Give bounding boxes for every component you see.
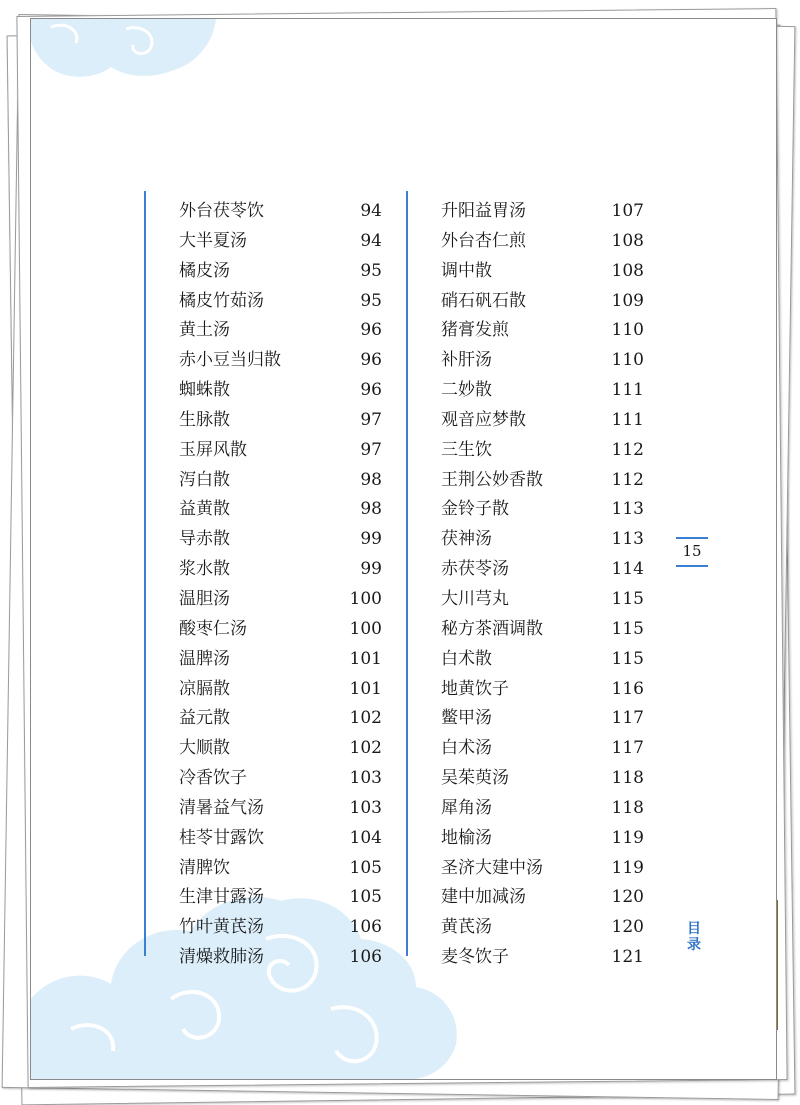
toc-entry-title: 调中散: [441, 260, 492, 281]
toc-entry[interactable]: [441, 794, 644, 824]
toc-entry-page: 117: [611, 708, 644, 729]
page-number-text: 15: [682, 542, 702, 560]
toc-entry[interactable]: [441, 645, 644, 675]
toc-entry-title: 生脉散: [179, 409, 230, 430]
toc-entry-title: 赤茯苓汤: [441, 559, 509, 580]
toc-entry-page: 99: [360, 559, 382, 580]
toc-entry[interactable]: [179, 466, 382, 496]
toc-entry-title: 升阳益胃汤: [441, 201, 526, 221]
toc-entry-page: 121: [611, 947, 644, 968]
toc-entry-title: 酸枣仁汤: [179, 618, 247, 639]
toc-entry[interactable]: [441, 316, 644, 346]
toc-entry-title: 益黄散: [179, 499, 230, 520]
cloud-top-left: [31, 19, 231, 94]
toc-entry-title: 外台杏仁煎: [441, 230, 526, 251]
toc-entry-page: 96: [360, 380, 382, 401]
toc-entry[interactable]: [441, 585, 644, 615]
toc-entry-page: 106: [349, 947, 382, 968]
toc-entry[interactable]: [441, 615, 644, 645]
toc-entry[interactable]: [441, 913, 644, 943]
toc-entry-page: 115: [611, 618, 644, 639]
toc-entry[interactable]: [179, 704, 382, 734]
toc-entry-page: 112: [611, 469, 644, 490]
toc-entry-page: 118: [611, 797, 644, 818]
toc-entry-page: 119: [611, 857, 644, 878]
toc-entry-page: 99: [360, 529, 382, 550]
toc-entry[interactable]: [179, 615, 382, 645]
toc-entry[interactable]: [441, 257, 644, 287]
toc-entry[interactable]: [179, 645, 382, 675]
toc-entry-page: 97: [360, 439, 382, 460]
toc-entry[interactable]: [441, 734, 644, 764]
toc-entry-title: 圣济大建中汤: [441, 857, 543, 878]
toc-entry[interactable]: [179, 287, 382, 317]
toc-entry-title: 麦冬饮子: [441, 947, 509, 968]
toc-entry-title: 清暑益气汤: [179, 797, 264, 818]
toc-entry-page: 110: [611, 320, 644, 341]
toc-entry-title: 赤小豆当归散: [179, 350, 281, 371]
toc-entry-title: 地榆汤: [441, 827, 492, 848]
left-column-rule: [144, 191, 146, 956]
toc-entry-page: 112: [611, 439, 644, 460]
toc-entry[interactable]: [179, 257, 382, 287]
toc-entry-page: 102: [349, 708, 382, 729]
toc-entry-title: 浆水散: [179, 559, 230, 580]
toc-entry-page: 114: [611, 559, 644, 580]
toc-entry-page: 109: [611, 290, 644, 311]
toc-entry-title: 王荆公妙香散: [441, 469, 543, 490]
toc-entry[interactable]: [441, 287, 644, 317]
toc-entry[interactable]: [179, 346, 382, 376]
toc-entry-page: 105: [349, 887, 382, 908]
toc-entry[interactable]: [441, 854, 644, 884]
toc-entry[interactable]: [179, 316, 382, 346]
toc-entry[interactable]: [441, 555, 644, 585]
toc-entry-title: 观音应梦散: [441, 409, 526, 430]
toc-entry[interactable]: [179, 675, 382, 705]
section-label-toc: 目录: [687, 921, 701, 953]
toc-entry-title: 竹叶黄芪汤: [179, 917, 264, 938]
toc-entry[interactable]: [441, 227, 644, 257]
toc-entry-page: 103: [349, 797, 382, 818]
toc-entry-title: 建中加减汤: [441, 887, 526, 908]
toc-entry[interactable]: [441, 197, 644, 227]
toc-entry[interactable]: [179, 824, 382, 854]
toc-entry-page: 103: [349, 768, 382, 789]
toc-entry-title: 鳖甲汤: [441, 708, 492, 729]
toc-entry[interactable]: [441, 346, 644, 376]
toc-entry[interactable]: [179, 764, 382, 794]
toc-entry-title: 秘方茶酒调散: [441, 618, 543, 639]
toc-entry[interactable]: [179, 734, 382, 764]
toc-entry[interactable]: [179, 794, 382, 824]
toc-entry-title: 猪膏发煎: [441, 320, 509, 341]
toc-entry[interactable]: [441, 406, 644, 436]
toc-entry-page: 108: [611, 230, 644, 251]
toc-entry-title: 补肝汤: [441, 350, 492, 371]
toc-entry-title: 导赤散: [179, 529, 230, 550]
toc-entry-page: 95: [360, 260, 382, 281]
toc-right-column: [441, 197, 644, 973]
toc-entry-title: 地黄饮子: [441, 678, 509, 699]
toc-entry-title: 益元散: [179, 708, 230, 729]
toc-entry[interactable]: [179, 883, 382, 913]
toc-entry[interactable]: [441, 764, 644, 794]
toc-entry-page: 97: [360, 409, 382, 430]
toc-entry[interactable]: [179, 854, 382, 884]
toc-entry-title: 白术汤: [441, 738, 492, 759]
toc-entry-title: 冷香饮子: [179, 768, 247, 789]
toc-entry-page: 98: [360, 499, 382, 520]
toc-entry-title: 桂苓甘露饮: [179, 827, 264, 848]
toc-entry-page: 101: [349, 648, 382, 669]
toc-entry[interactable]: [441, 495, 644, 525]
toc-entry-page: 113: [611, 529, 644, 550]
toc-entry-title: 黄芪汤: [441, 917, 492, 938]
toc-entry[interactable]: [179, 585, 382, 615]
toc-entry-title: 泻白散: [179, 469, 230, 490]
toc-entry-title: 玉屏风散: [179, 439, 247, 460]
toc-entry-page: 120: [611, 917, 644, 938]
toc-entry-page: 119: [611, 827, 644, 848]
toc-entry[interactable]: [441, 883, 644, 913]
toc-entry-title: 硝石矾石散: [441, 290, 526, 311]
toc-left-column: [179, 197, 382, 973]
toc-entry-page: 108: [611, 260, 644, 281]
toc-entry-page: 110: [611, 350, 644, 371]
toc-entry-page: 113: [611, 499, 644, 520]
toc-entry-page: 94: [360, 230, 382, 251]
page-number: [679, 537, 705, 565]
toc-entry[interactable]: [179, 197, 382, 227]
toc-entry-title: 橘皮汤: [179, 260, 230, 281]
toc-entry-page: 95: [360, 290, 382, 311]
toc-entry-title: 大半夏汤: [179, 230, 247, 251]
toc-entry[interactable]: [179, 913, 382, 943]
toc-entry-page: 100: [349, 618, 382, 639]
toc-entry-page: 111: [611, 380, 644, 401]
toc-entry-page: 115: [611, 648, 644, 669]
toc-entry-page: 118: [611, 768, 644, 789]
toc-entry-page: 107: [611, 201, 644, 221]
toc-entry[interactable]: [179, 555, 382, 585]
toc-entry-title: 大川芎丸: [441, 588, 509, 609]
toc-entry[interactable]: [441, 466, 644, 496]
toc-entry[interactable]: [441, 376, 644, 406]
toc-entry-title: 温脾汤: [179, 648, 230, 669]
toc-entry[interactable]: [179, 227, 382, 257]
toc-entry-page: 96: [360, 320, 382, 341]
toc-entry-page: 94: [360, 201, 382, 221]
toc-entry-page: 101: [349, 678, 382, 699]
toc-entry[interactable]: [441, 704, 644, 734]
toc-entry-title: 蜘蛛散: [179, 380, 230, 401]
toc-entry-page: 111: [611, 409, 644, 430]
toc-entry[interactable]: [179, 406, 382, 436]
toc-entry-title: 大顺散: [179, 738, 230, 759]
toc-entry[interactable]: [179, 943, 382, 973]
toc-entry-title: 橘皮竹茹汤: [179, 290, 264, 311]
toc-entry-title: 二妙散: [441, 380, 492, 401]
toc-entry[interactable]: [441, 436, 644, 466]
toc-entry-title: 黄土汤: [179, 320, 230, 341]
toc-entry-title: 凉膈散: [179, 678, 230, 699]
toc-entry-page: 105: [349, 857, 382, 878]
toc-entry-title: 生津甘露汤: [179, 887, 264, 908]
toc-entry-title: 金铃子散: [441, 499, 509, 520]
toc-entry-page: 98: [360, 469, 382, 490]
toc-entry-title: 外台茯苓饮: [179, 201, 264, 221]
toc-entry-page: 120: [611, 887, 644, 908]
toc-entry-page: 96: [360, 350, 382, 371]
toc-entry-title: 吴茱萸汤: [441, 768, 509, 789]
toc-entry[interactable]: [179, 376, 382, 406]
toc-entry[interactable]: [179, 525, 382, 555]
toc-entry-title: 茯神汤: [441, 529, 492, 550]
toc-entry-title: 犀角汤: [441, 797, 492, 818]
toc-entry-title: 三生饮: [441, 439, 492, 460]
toc-entry-title: 白术散: [441, 648, 492, 669]
toc-entry-page: 104: [349, 827, 382, 848]
toc-entry-title: 温胆汤: [179, 588, 230, 609]
toc-entry[interactable]: [441, 824, 644, 854]
right-column-rule: [406, 191, 408, 956]
toc-entry[interactable]: [441, 525, 644, 555]
toc-entry[interactable]: [179, 436, 382, 466]
toc-entry-page: 100: [349, 588, 382, 609]
toc-entry-title: 清燥救肺汤: [179, 947, 264, 968]
toc-entry-page: 102: [349, 738, 382, 759]
toc-entry-page: 116: [611, 678, 644, 699]
toc-entry-page: 106: [349, 917, 382, 938]
toc-page: [30, 18, 777, 1080]
toc-entry-page: 115: [611, 588, 644, 609]
toc-entry-page: 117: [611, 738, 644, 759]
toc-entry[interactable]: [441, 675, 644, 705]
toc-entry-title: 清脾饮: [179, 857, 230, 878]
toc-entry[interactable]: [179, 495, 382, 525]
toc-entry[interactable]: [441, 943, 644, 973]
